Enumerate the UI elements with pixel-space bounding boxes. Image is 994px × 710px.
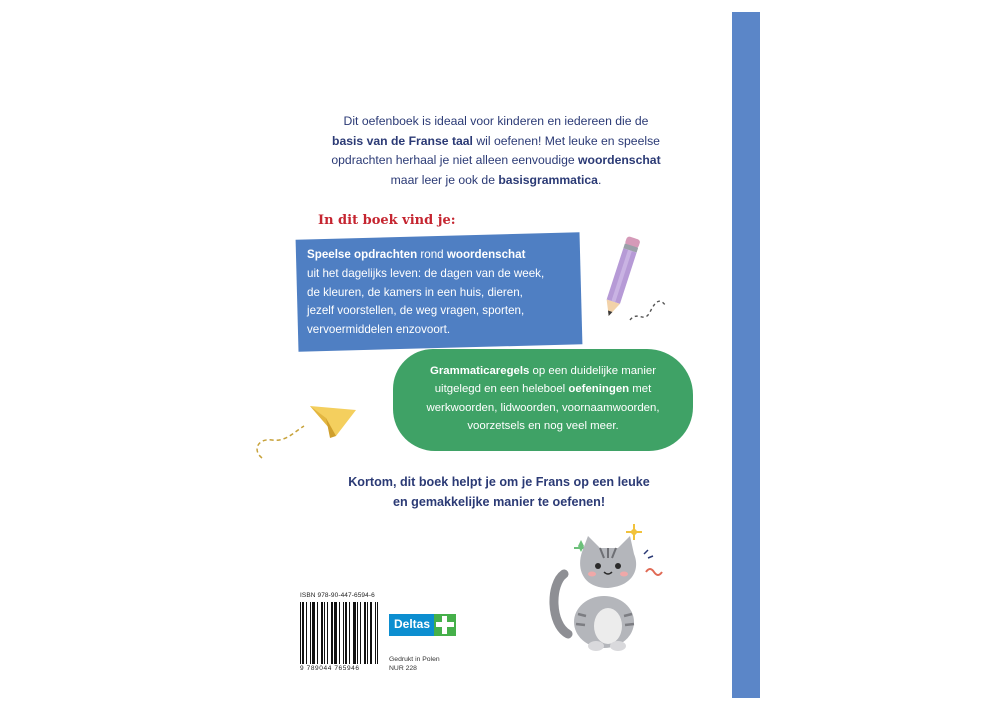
closing-statement	[318, 472, 680, 512]
barcode-bar	[343, 602, 344, 664]
barcode-bar	[321, 602, 323, 664]
barcode-bar	[364, 602, 366, 664]
barcode-digits: 9 789044 765946	[300, 665, 360, 672]
barcode-bar	[334, 602, 337, 664]
box-text: voorzetsels en nog veel meer.	[467, 420, 619, 433]
intro-line: opdrachten herhaal je niet alleen eenvoudige	[331, 153, 579, 167]
cat-illustration	[548, 524, 678, 654]
barcode-bar	[306, 602, 307, 664]
box-text: uit het dagelijks leven: de dagen van de week,	[307, 266, 545, 280]
barcode-bar	[317, 602, 318, 664]
box-text: rond	[417, 248, 447, 261]
pencil-icon	[600, 232, 680, 332]
vocabulary-box-text	[307, 246, 577, 340]
barcode-bar	[300, 602, 301, 664]
barcode-area	[300, 592, 382, 672]
closing-line: Kortom, dit boek helpt je om je Frans op een leuke	[348, 475, 650, 489]
barcode-bar	[349, 602, 350, 664]
intro-line: Dit oefenboek is ideaal voor kinderen en iedereen die de	[343, 114, 649, 128]
grammar-box-text	[393, 362, 693, 436]
print-info	[389, 655, 440, 673]
barcode-bar	[312, 602, 315, 664]
box-text: op een duidelijke manier	[529, 365, 657, 377]
barcode-bar	[370, 602, 372, 664]
barcode-bar	[357, 602, 358, 664]
barcode-bar	[360, 602, 361, 664]
box-bold: Speelse opdrachten	[307, 248, 418, 261]
box-text: de kleuren, de kamers in een huis, dieren,	[307, 285, 523, 299]
barcode-bar	[302, 602, 304, 664]
barcode-bar	[327, 602, 328, 664]
barcode-bar	[345, 602, 347, 664]
barcode-bar	[375, 602, 376, 664]
barcode-bar	[339, 602, 340, 664]
intro-bold: basisgrammatica	[498, 172, 598, 187]
publisher-logo	[389, 614, 465, 636]
barcode-bar	[367, 602, 368, 664]
paper-plane-icon	[244, 388, 364, 468]
plus-icon	[434, 614, 456, 636]
box-text: jezelf voorstellen, de weg vragen, sporten,	[307, 304, 525, 318]
barcode-bar	[310, 602, 311, 664]
box-text: met	[629, 383, 652, 396]
section-heading: In dit boek vind je:	[318, 213, 456, 228]
barcode-bar	[331, 602, 333, 664]
intro-paragraph	[298, 112, 694, 190]
barcode-bar	[353, 602, 356, 664]
isbn-label: ISBN 978-90-447-6594-6	[300, 592, 375, 599]
book-spine	[732, 12, 760, 698]
barcode-bars	[300, 602, 380, 664]
box-text: werkwoorden, lidwoorden, voornaamwoorden,	[426, 401, 660, 414]
nur-code: NUR 228	[389, 665, 417, 672]
box-text: vervoermiddelen enzovoort.	[307, 323, 451, 337]
intro-line: wil oefenen! Met leuke en speelse	[472, 133, 660, 148]
box-bold: woordenschat	[446, 248, 526, 261]
box-bold: Grammaticaregels	[429, 365, 530, 377]
intro-line: .	[597, 172, 602, 187]
intro-bold: basis van de Franse taal	[332, 133, 473, 148]
barcode-bar	[377, 602, 378, 664]
intro-bold: woordenschat	[578, 153, 661, 167]
intro-line: maar leer je ook de	[390, 172, 499, 187]
closing-line: en gemakkelijke manier te oefenen!	[392, 495, 606, 509]
barcode-bar	[324, 602, 325, 664]
publisher-logo-text: Deltas	[389, 614, 434, 636]
print-country: Gedrukt in Polen	[389, 656, 440, 663]
box-text: uitgelegd en een heleboel	[434, 383, 569, 396]
box-bold: oefeningen	[568, 383, 630, 396]
